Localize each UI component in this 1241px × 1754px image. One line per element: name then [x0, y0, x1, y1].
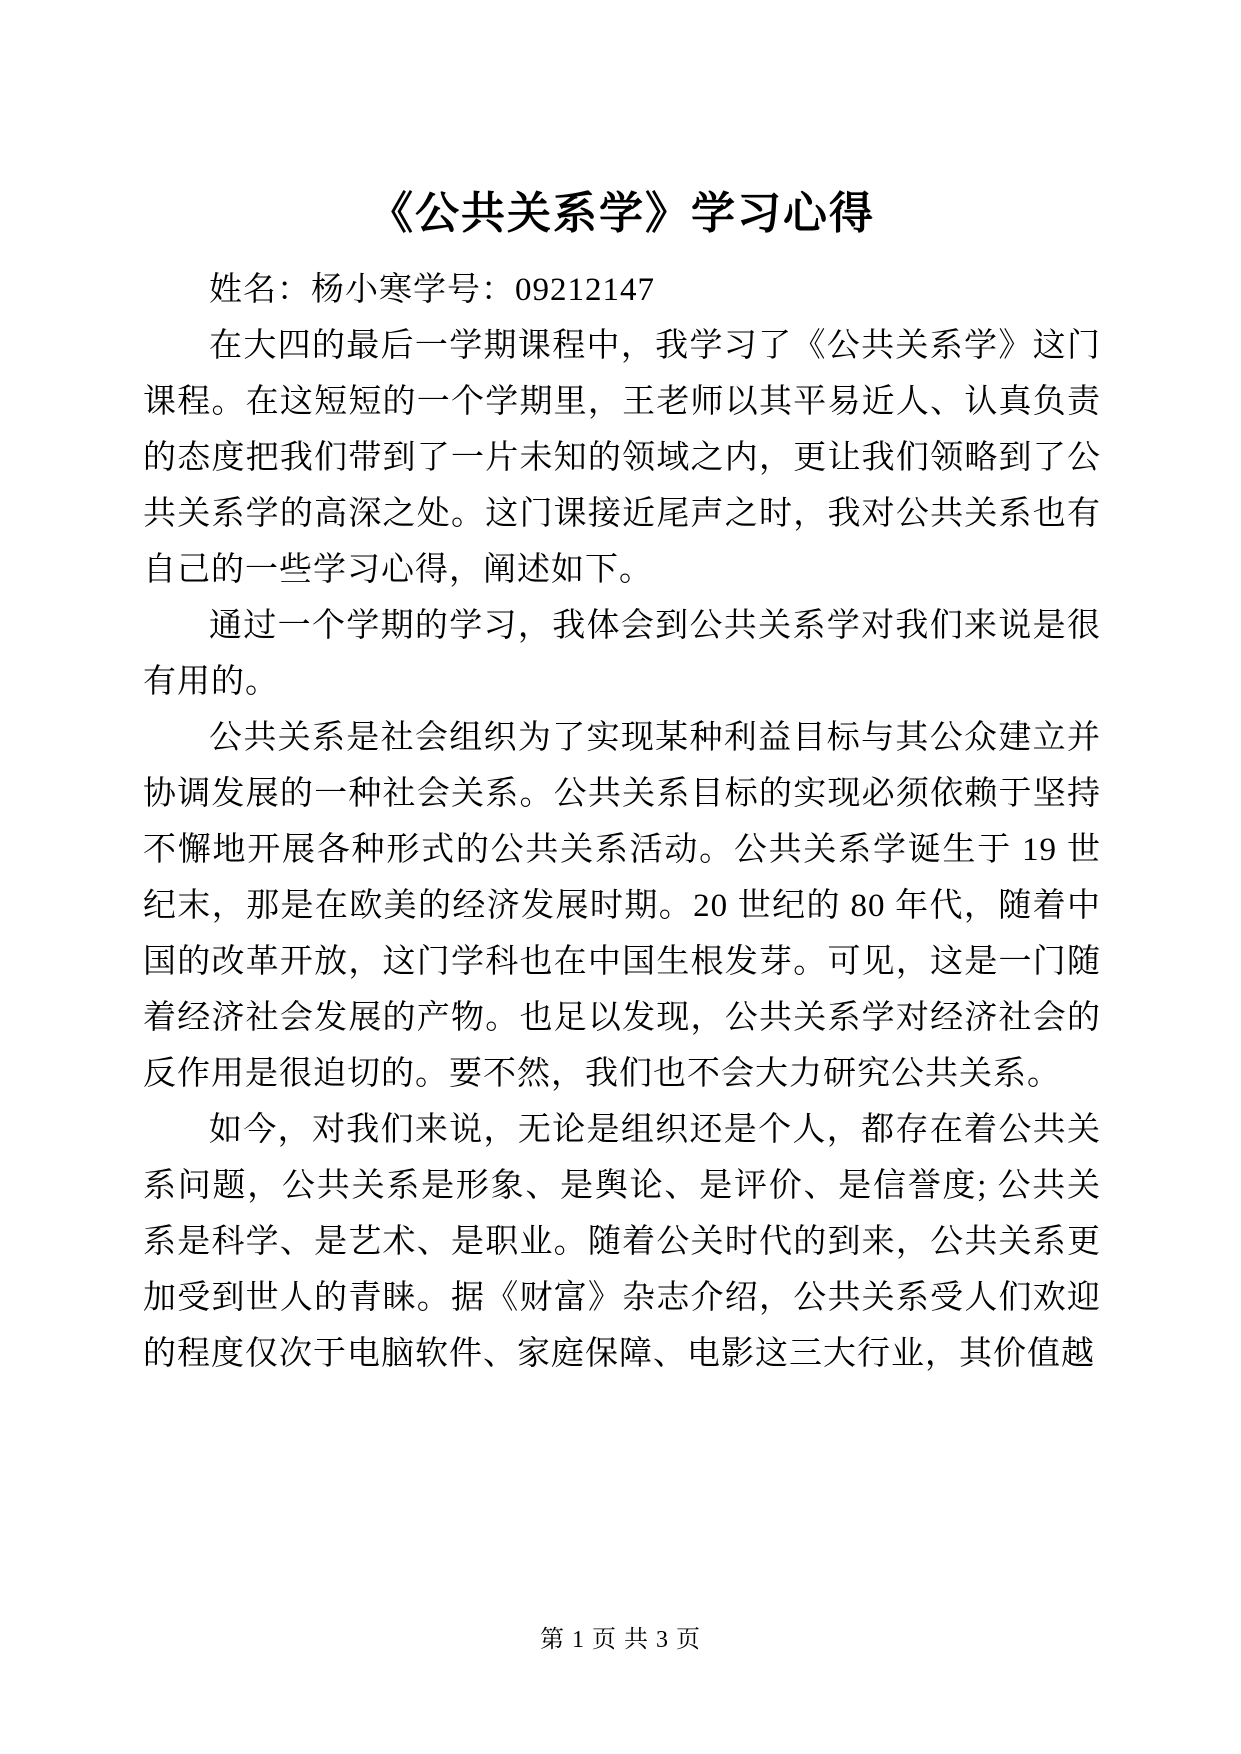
byline: 姓名：杨小寒学号：09212147 — [209, 272, 655, 308]
page-number-footer: 第 1 页 共 3 页 — [540, 1627, 701, 1653]
page-title: 《公共关系学》学习心得 — [369, 189, 875, 238]
paragraph-2: 通过一个学期的学习，我体会到公共关系学对我们来说是很有用的。 — [143, 608, 1101, 700]
paragraph-1: 在大四的最后一学期课程中，我学习了《公共关系学》这门课程。在这短短的一个学期里，王老师以其平易近人、认真负责的态度把我们带到了一片未知的领域之内，更让我们领略到了公共关系学的高深之处。这门课接近尾声之时，我对公共关系也有自己的一些学习心得，阐述如下。 — [143, 328, 1101, 588]
paragraph-3: 公共关系是社会组织为了实现某种利益目标与其公众建立并协调发展的一种社会关系。公共关系目标的实现必须依赖于坚持不懈地开展各种形式的公共关系活动。公共关系学诞生于 19 世纪末，那是在欧美的经济发展时期。20 世纪的 80 年代，随着中国的改革开放，这门学科也在中国生根发芽。可见，这是一门随着经济社会发展的产物。也足以发现，公共关系学对经济社会的反作用是很迫切的。要不然，我们也不会大力研究公共关系。 — [143, 720, 1101, 1092]
paragraph-4: 如今，对我们来说，无论是组织还是个人，都存在着公共关系问题，公共关系是形象、是舆论、是评价、是信誉度; 公共关系是科学、是艺术、是职业。随着公关时代的到来，公共关系更加受到世人的青睐。据《财富》杂志介绍，公共关系受人们欢迎的程度仅次于电脑软件、家庭保障、电影这三大行业，其价值越 — [143, 1112, 1101, 1372]
document-content — [143, 182, 1101, 1382]
